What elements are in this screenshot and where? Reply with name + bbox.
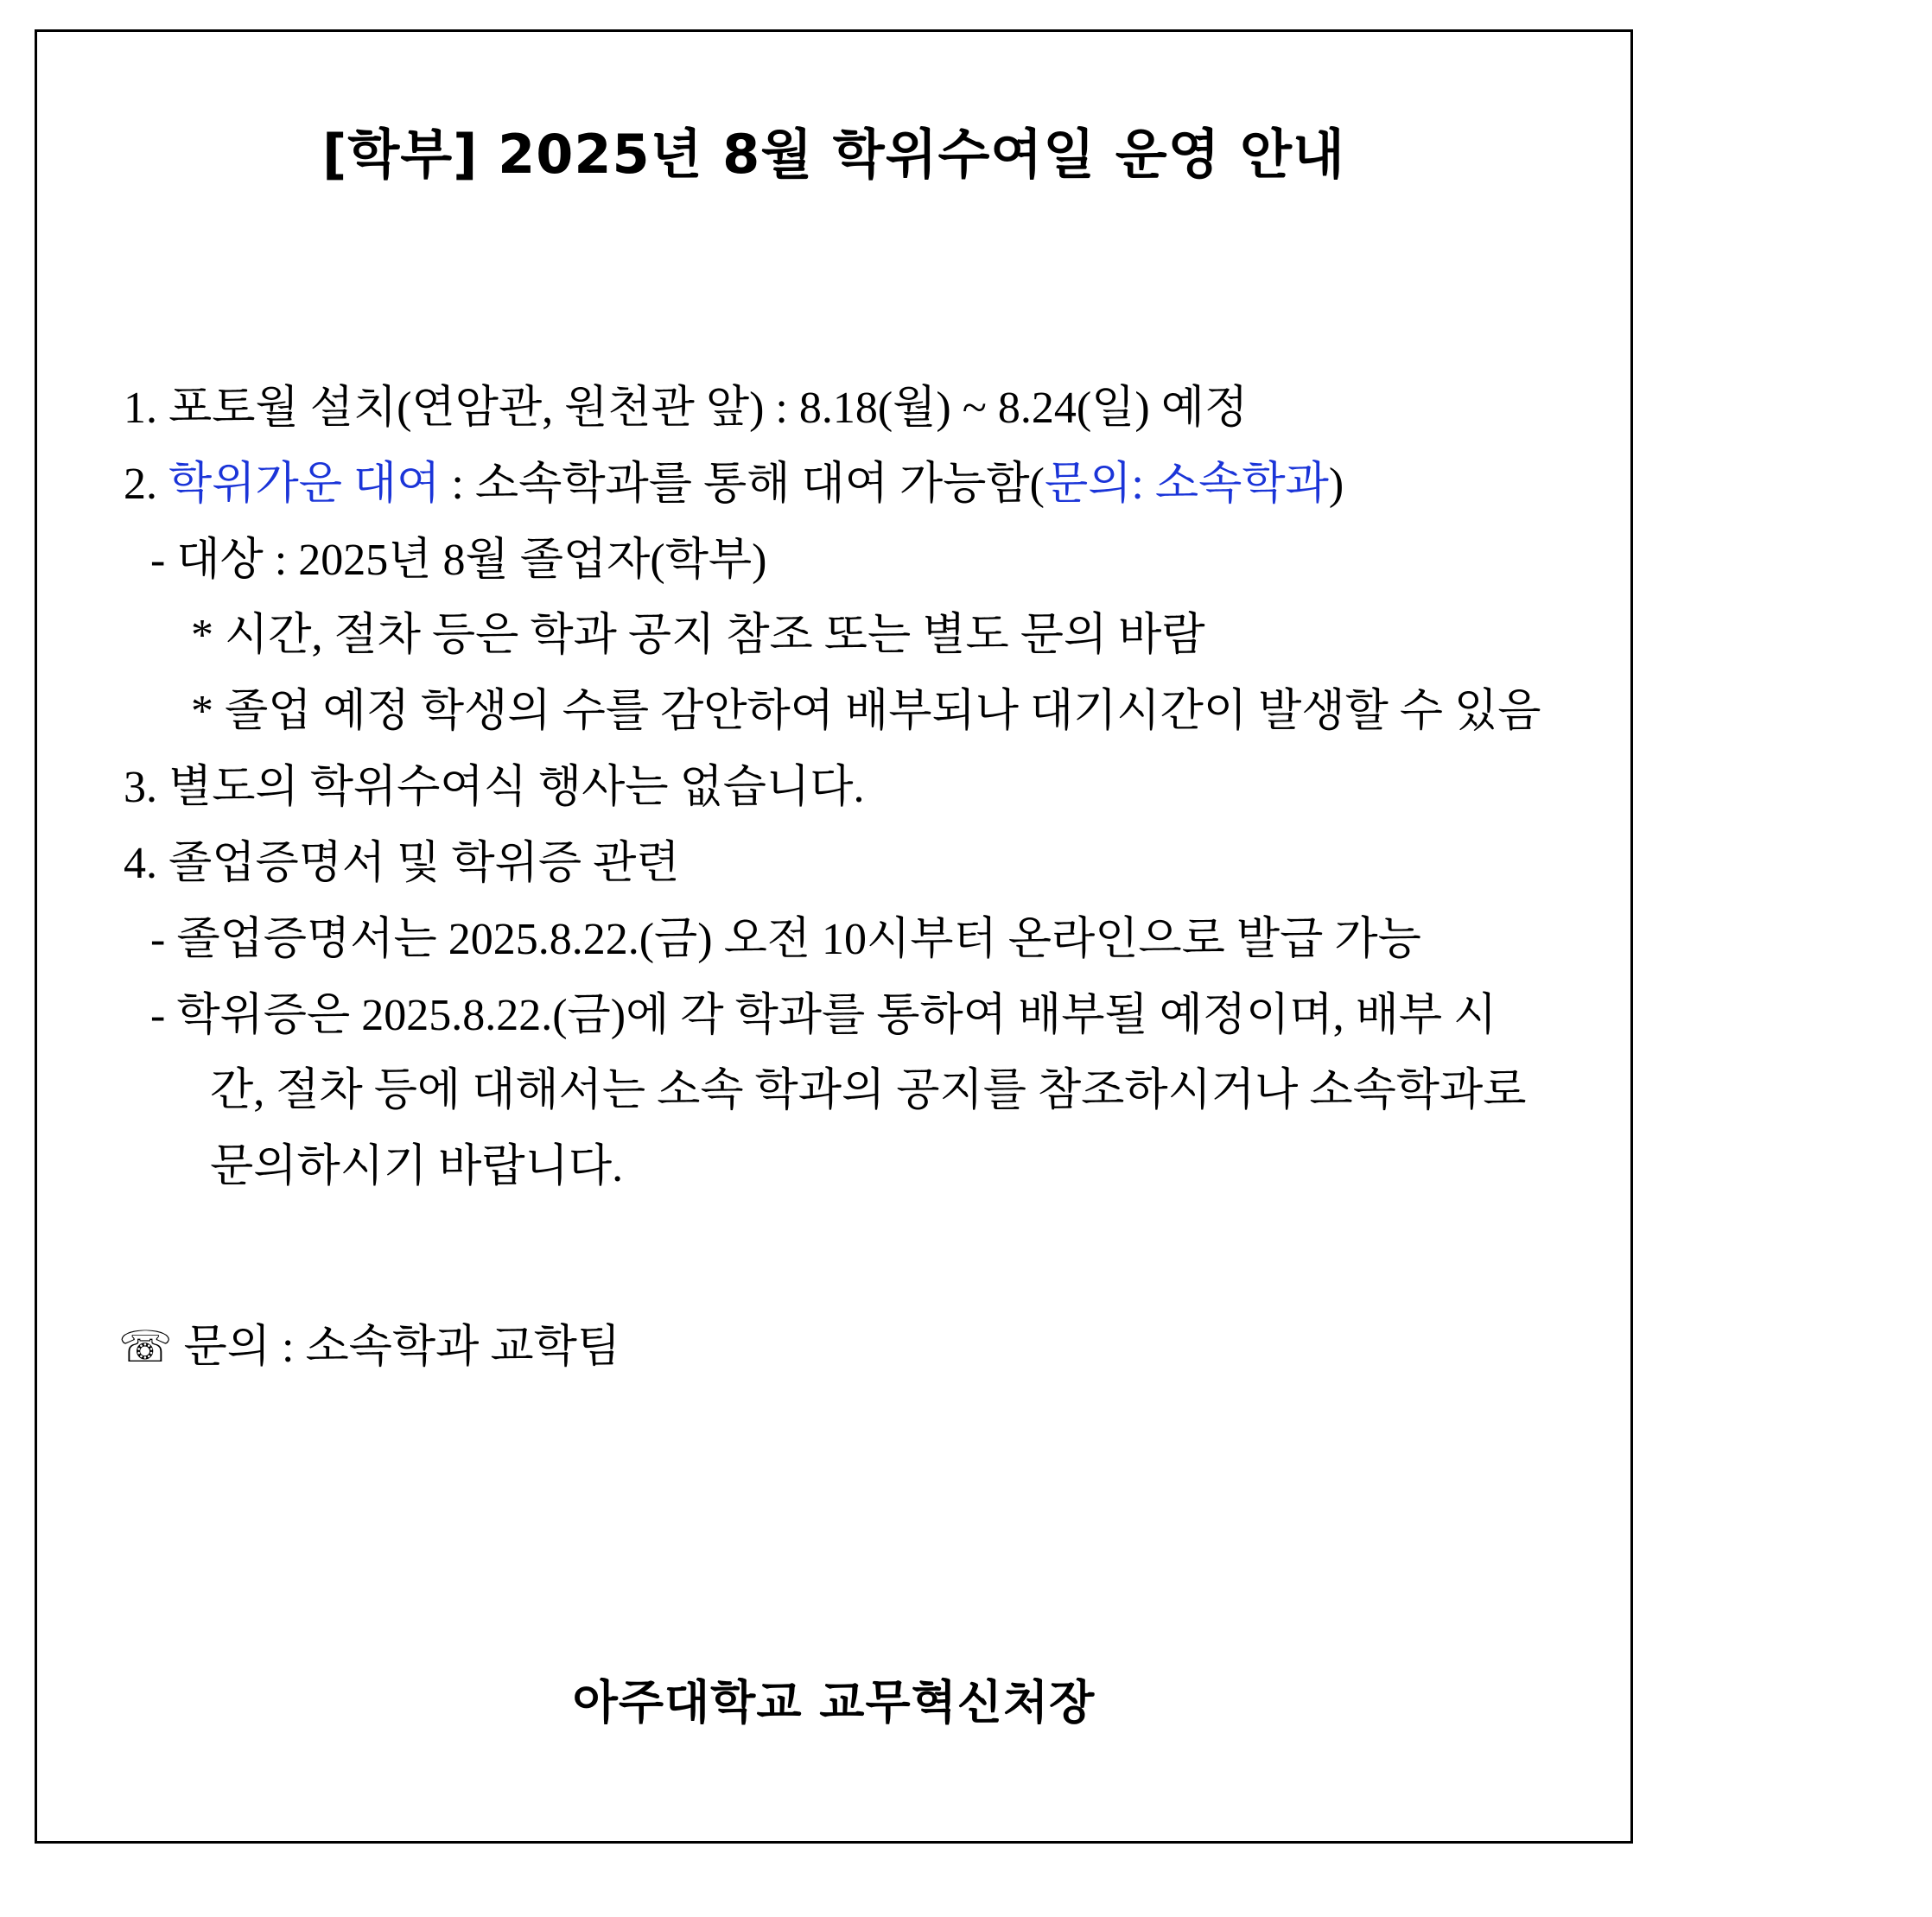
list-item [89, 453, 1579, 517]
notice-body [89, 377, 1579, 1199]
list-item-prefix: 2. [124, 459, 168, 509]
list-item: * 시간, 절차 등은 학과 공지 참조 또는 별도 문의 바람 [168, 611, 1205, 661]
list-item-continuation: 간, 절차 등에 대해서는 소속 학과의 공지를 참조하시거나 소속학과로 [210, 1066, 1527, 1116]
page-title: [학부] 2025년 8월 학위수여일 운영 안내 [322, 123, 1345, 186]
notice-content [37, 32, 1630, 1841]
list-item: 4. 졸업증명서 및 학위증 관련 [124, 838, 680, 888]
contact-text: 문의 : 소속학과 교학팀 [183, 1323, 621, 1373]
list-item: - 졸업증명서는 2025.8.22.(금) 오전 10시부터 온라인으로 발급 가능 [139, 914, 1421, 964]
list-item-highlight: 학위가운 대여 [168, 459, 441, 509]
list-item-suffix: ) [1328, 459, 1344, 509]
list-item: - 대상 : 2025년 8월 졸업자(학부) [139, 535, 767, 585]
list-item-highlight-contact: 문의: 소속학과 [1044, 459, 1329, 509]
list-item-middle: : 소속학과를 통해 대여 가능함( [440, 459, 1045, 509]
list-item-continuation: 문의하시기 바랍니다. [210, 1142, 624, 1192]
signature: 아주대학교 교무혁신처장 [572, 1675, 1096, 1730]
list-item: * 졸업 예정 학생의 수를 감안하여 배부되나 대기시간이 발생할 수 있음 [168, 687, 1541, 737]
list-item: 3. 별도의 학위수여식 행사는 없습니다. [124, 763, 865, 813]
telephone-icon: ☏ [118, 1322, 173, 1373]
contact-line [89, 1310, 1579, 1374]
list-item: - 학위증은 2025.8.22.(금)에 각 학과를 통하여 배부될 예정이며, 배부 시 [139, 990, 1497, 1040]
list-item: 1. 포토월 설치(연암관, 원천관 앞) : 8.18(월) ~ 8.24(일) 예정 [124, 384, 1249, 433]
notice-page [35, 29, 1633, 1844]
